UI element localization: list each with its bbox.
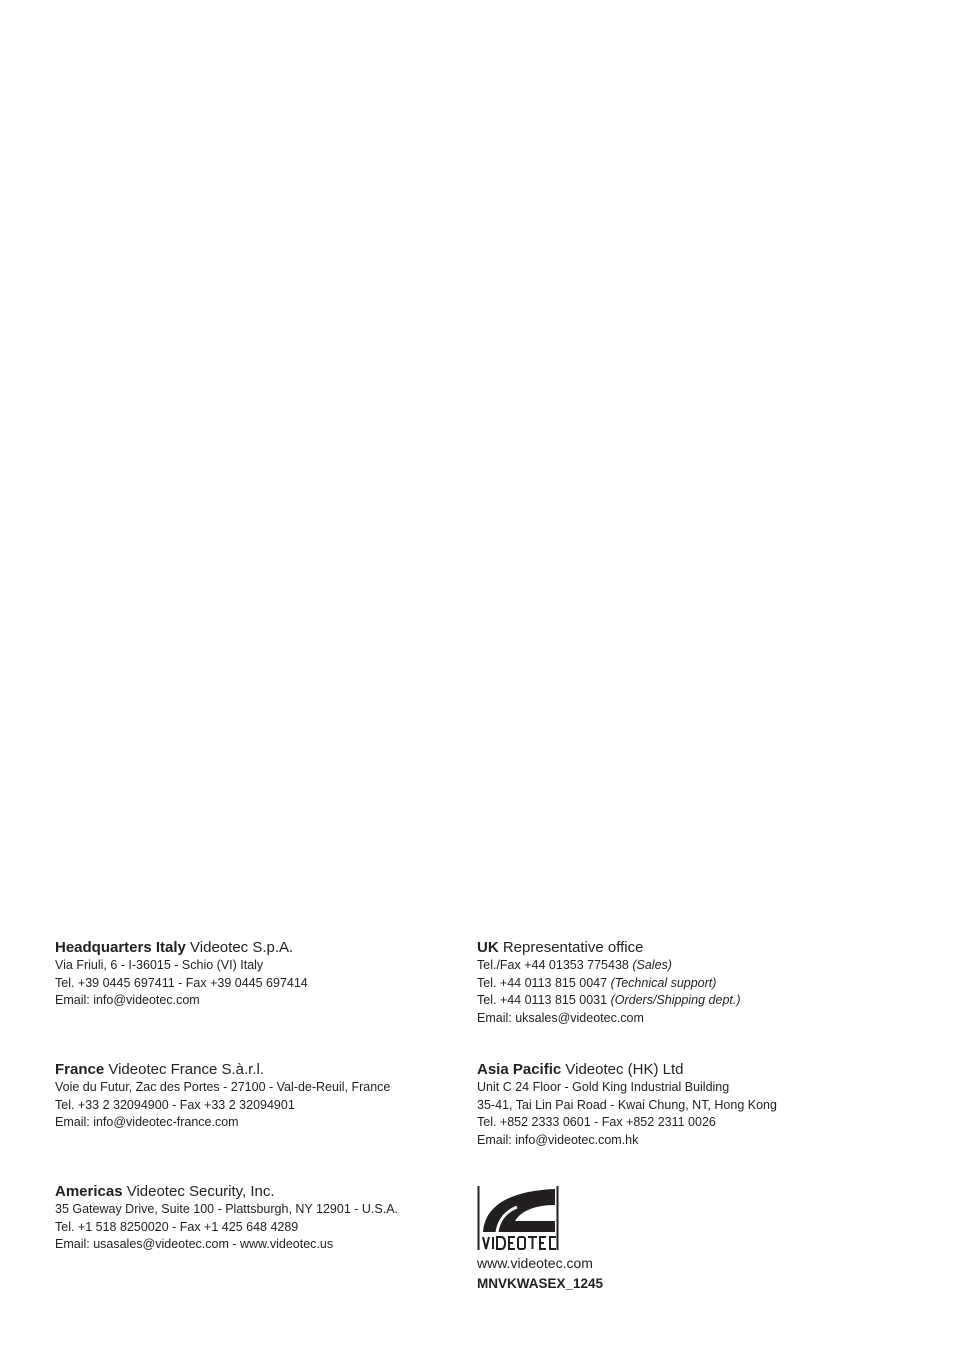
office-phone: Tel. +1 518 8250020 - Fax +1 425 648 4289 [55, 1219, 299, 1234]
office-address: Unit C 24 Floor - Gold King Industrial Building [477, 1080, 730, 1094]
office-email: Email: usasales@videotec.com - www.videotec.us [55, 1237, 334, 1252]
office-email: Email: info@videotec.com [55, 993, 200, 1008]
office-phone: Tel. +39 0445 697411 - Fax +39 0445 697414 [55, 975, 308, 990]
office-hq [55, 938, 495, 1010]
office-address: Via Friuli, 6 - I-36015 - Schio (VI) Italy [55, 958, 264, 972]
office-phone: Tel. +44 0113 815 0031 (Orders/Shipping dept.) [477, 993, 741, 1008]
office-address: 35 Gateway Drive, Suite 100 - Plattsburgh, NY 12901 - U.S.A. [55, 1202, 398, 1216]
office-address: 35-41, Tai Lin Pai Road - Kwai Chung, NT, Hong Kong [477, 1097, 777, 1112]
office-asia [477, 1060, 917, 1149]
office-title: Headquarters Italy Videotec S.p.A. [55, 939, 294, 956]
office-phone: Tel. +44 0113 815 0047 (Technical support) [477, 975, 717, 990]
office-americas [55, 1182, 495, 1254]
office-address: Voie du Futur, Zac des Portes - 27100 - Val-de-Reuil, France [55, 1080, 391, 1094]
office-phone: Tel. +33 2 32094900 - Fax +33 2 32094901 [55, 1097, 295, 1112]
office-phone: Tel./Fax +44 01353 775438 (Sales) [477, 958, 672, 972]
office-uk [477, 938, 917, 1027]
office-title: France Videotec France S.à.r.l. [55, 1061, 265, 1078]
office-email: Email: info@videotec-france.com [55, 1115, 239, 1130]
office-email: Email: info@videotec.com.hk [477, 1132, 639, 1147]
office-email: Email: uksales@videotec.com [477, 1010, 644, 1025]
office-title: UK Representative office [477, 939, 644, 956]
document-code: MNVKWASEX_1245 [477, 1276, 604, 1291]
videotec-logo [477, 1185, 561, 1251]
office-france [55, 1060, 495, 1132]
videotec-logo-mark [477, 1185, 561, 1251]
office-title: Americas Videotec Security, Inc. [55, 1183, 275, 1200]
office-title: Asia Pacific Videotec (HK) Ltd [477, 1061, 684, 1078]
website-link[interactable]: www.videotec.com [477, 1255, 593, 1271]
office-phone: Tel. +852 2333 0601 - Fax +852 2311 0026 [477, 1115, 716, 1130]
